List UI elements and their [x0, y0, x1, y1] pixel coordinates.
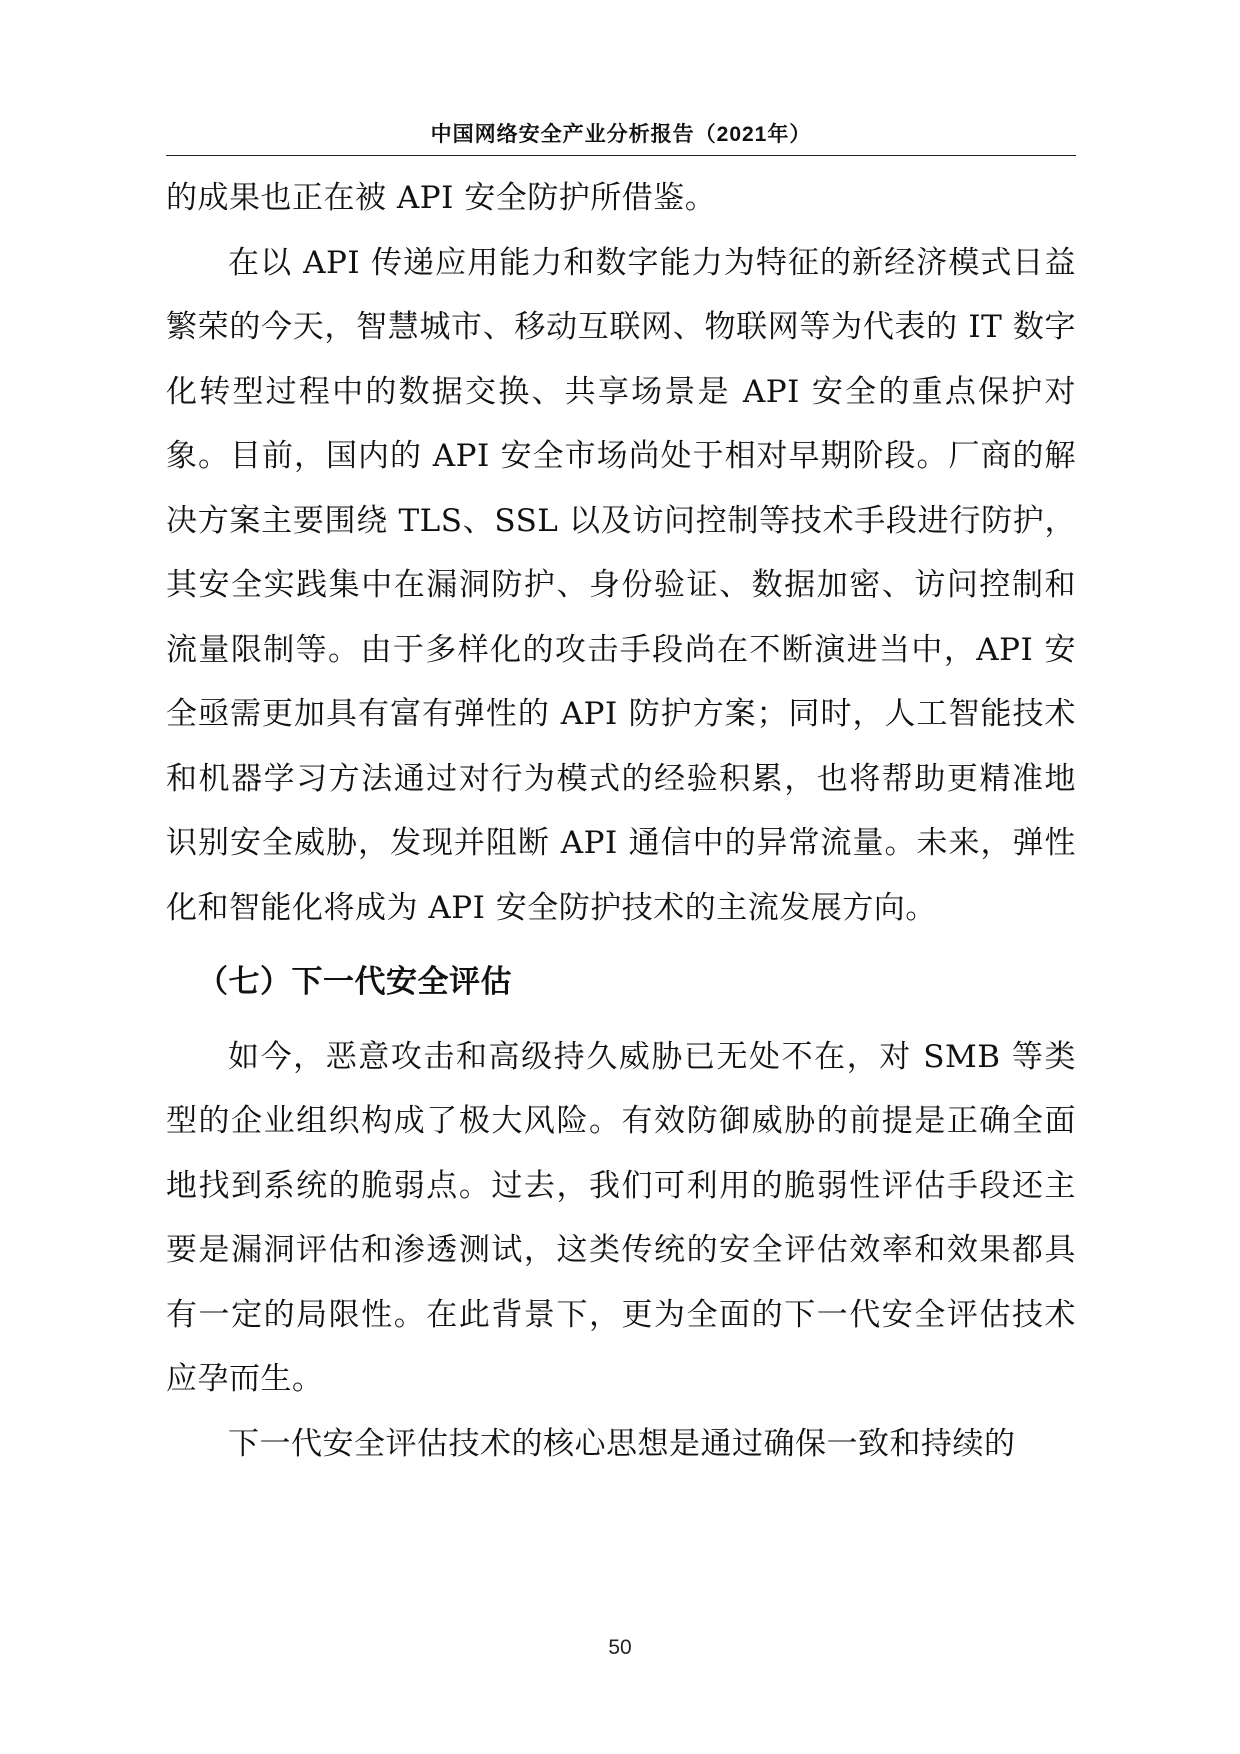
body-paragraph: 下一代安全评估技术的核心思想是通过确保一致和持续的	[228, 1425, 1016, 1462]
header-divider	[166, 155, 1076, 156]
running-header: 中国网络安全产业分析报告（2021年）	[430, 123, 812, 146]
page-body	[166, 166, 1076, 1476]
body-paragraph: 如今，恶意攻击和高级持久威胁已无处不在，对 SMB 等类型的企业组织构成了极大风险。有效防御威胁的前提是正确全面地找到系统的脆弱点。过去，我们可利用的脆弱性评估手段还主要是漏洞评估和渗透测试，这类传统的安全评估效率和效果都具有一定的局限性。在此背景下，更为全面的下一代安全评估技术应孕而生。	[166, 1038, 1076, 1397]
page-number: 50	[608, 1636, 632, 1659]
body-paragraph-continued: 的成果也正在被 API 安全防护所借鉴。	[166, 180, 717, 216]
body-paragraph: 在以 API 传递应用能力和数字能力为特征的新经济模式日益繁荣的今天，智慧城市、移动互联网、物联网等为代表的 IT 数字化转型过程中的数据交换、共享场景是 API 安全的重点保护对象。目前，国内的 API 安全市场尚处于相对早期阶段。厂商的解决方案主要围绕 TLS、SSL 以及访问控制等技术手段进行防护，其安全实践集中在漏洞防护、身份验证、数据加密、访问控制和流量限制等。由于多样化的攻击手段尚在不断演进当中，API 安全亟需更加具有富有弹性的 API 防护方案；同时，人工智能技术和机器学习方法通过对行为模式的经验积累，也将帮助更精准地识别安全威胁，发现并阻断 API 通信中的异常流量。未来，弹性化和智能化将成为 API 安全防护技术的主流发展方向。	[166, 244, 1076, 926]
section-heading: （七）下一代安全评估	[197, 964, 512, 1000]
